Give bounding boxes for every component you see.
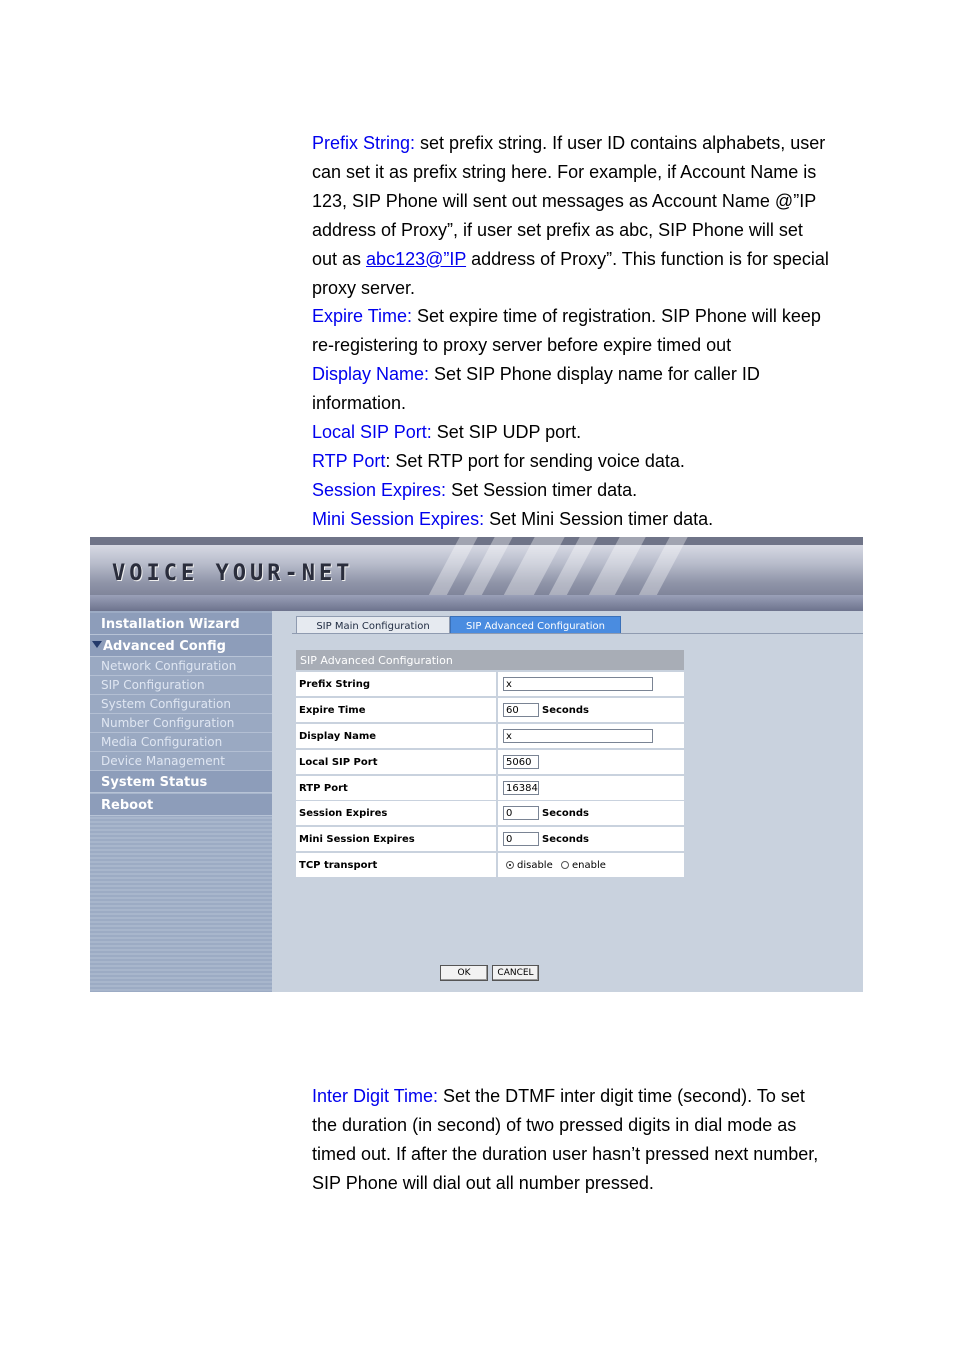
expire-line-2: re-registering to proxy server before expire timed out (312, 335, 732, 356)
local-text: Set SIP UDP port. (431, 422, 582, 443)
prefix-line-4: address of Proxy”, if user set prefix as abc, SIP Phone will set (312, 219, 803, 240)
prefix-line-3: 123, SIP Phone will sent out messages as Account Name @”IP (312, 190, 817, 211)
top-description (312, 129, 867, 534)
inter-text: Set the DTMF inter digit time (second). To set (438, 1086, 805, 1106)
display-text: Set SIP Phone display name for caller ID (429, 364, 760, 385)
tab-sip-advanced-configuration[interactable]: SIP Advanced Configuration (450, 616, 621, 634)
field-label: TCP transport (296, 853, 496, 877)
session-text: Set Session timer data. (446, 479, 638, 500)
sidebar-item-reboot[interactable] (90, 794, 272, 816)
sidebar-item-label: Advanced Config (103, 639, 226, 654)
field-value-cell (498, 672, 684, 696)
field-label: Display Name (296, 724, 496, 748)
form-header: SIP Advanced Configuration (296, 650, 684, 670)
content-panel (272, 611, 863, 992)
display-term: Display Name: (312, 364, 430, 385)
unit-label: Seconds (542, 705, 590, 716)
field-label: RTP Port (296, 776, 496, 800)
unit-label: Seconds (542, 808, 590, 819)
radio-label-enable: enable (572, 860, 606, 871)
bottom-description (312, 1082, 867, 1198)
form-row-display-name (296, 724, 684, 748)
sidebar-item-installation-wizard[interactable] (90, 613, 272, 635)
sidebar-item-label: Device Management (101, 754, 225, 768)
sidebar-item-advanced-config[interactable] (90, 635, 272, 657)
rtp-line (312, 447, 867, 476)
ok-button[interactable]: OK (440, 965, 488, 981)
local-line (312, 418, 867, 447)
field-label: Mini Session Expires (296, 827, 496, 851)
mini-text: Set Mini Session timer data. (484, 508, 714, 529)
prefix-text-5b: address of Proxy”. This function is for special (466, 248, 829, 269)
session-line (312, 476, 867, 505)
field-value-cell (498, 776, 684, 800)
inter-line-4: SIP Phone will dial out all number pressed. (312, 1172, 654, 1193)
sidebar-item-sip-configuration[interactable] (90, 676, 272, 695)
field-value-cell (498, 698, 684, 722)
unit-label: Seconds (542, 834, 590, 845)
sidebar-item-label: System Status (101, 775, 208, 790)
form-row-rtp-port (296, 776, 684, 800)
sidebar-item-label: Reboot (101, 798, 154, 813)
mini-term: Mini Session Expires: (312, 508, 485, 529)
display-line-1 (312, 360, 867, 389)
display-name-input[interactable]: x (503, 729, 653, 743)
field-value-cell (498, 724, 684, 748)
prefix-line-6: proxy server. (312, 277, 416, 298)
form-row-session-expires (296, 801, 684, 825)
prefix-text: set prefix string. If user ID contains alphabets, user (415, 133, 826, 153)
sidebar (90, 611, 272, 992)
field-value-cell (498, 801, 684, 825)
mini-line (312, 505, 867, 534)
banner (90, 537, 863, 611)
field-value-cell (498, 853, 684, 877)
sidebar-item-system-status[interactable] (90, 771, 272, 793)
tcp-enable-radio[interactable] (561, 861, 569, 869)
form-row-expire-time (296, 698, 684, 722)
tab-sip-main-configuration[interactable]: SIP Main Configuration (296, 616, 450, 634)
prefix-example-link[interactable]: abc123@”IP (366, 248, 467, 269)
field-label: Expire Time (296, 698, 496, 722)
sidebar-item-label: System Configuration (101, 697, 231, 711)
sidebar-item-label: Media Configuration (101, 735, 223, 749)
sidebar-item-device-management[interactable] (90, 752, 272, 771)
expand-triangle-icon (92, 641, 102, 648)
field-value-cell (498, 750, 684, 774)
session-expires-input[interactable]: 0 (503, 806, 539, 820)
prefix-string-input[interactable]: x (503, 677, 653, 691)
prefix-line-1 (312, 129, 867, 158)
sidebar-item-label: Installation Wizard (101, 617, 240, 632)
rtp-text: : Set RTP port for sending voice data. (385, 450, 685, 471)
tcp-disable-radio[interactable] (506, 861, 514, 869)
sidebar-item-label: Number Configuration (101, 716, 235, 730)
tab-divider (292, 633, 863, 634)
expire-time-input[interactable]: 60 (503, 703, 539, 717)
rtp-port-input[interactable]: 16384 (503, 781, 539, 795)
expire-text: Set expire time of registration. SIP Phone will keep (412, 306, 821, 327)
sidebar-item-network-configuration[interactable] (90, 657, 272, 676)
banner-logo-text: VOICE YOUR-NET (112, 561, 354, 586)
inter-line-2: the duration (in second) of two pressed digits in dial mode as (312, 1114, 797, 1135)
form-row-tcp-transport (296, 853, 684, 877)
sidebar-item-system-configuration[interactable] (90, 695, 272, 714)
prefix-text-5a: out as (312, 248, 367, 269)
form-row-mini-session-expires (296, 827, 684, 851)
local-sip-port-input[interactable]: 5060 (503, 755, 539, 769)
form-row-prefix-string (296, 672, 684, 696)
prefix-line-2: can set it as prefix string here. For example, if Account Name is (312, 161, 817, 182)
banner-bar (90, 595, 863, 611)
field-label: Local SIP Port (296, 750, 496, 774)
expire-line-1 (312, 302, 867, 331)
inter-line-1 (312, 1082, 867, 1111)
mini-session-expires-input[interactable]: 0 (503, 832, 539, 846)
field-value-cell (498, 827, 684, 851)
expire-term: Expire Time: (312, 306, 413, 327)
sidebar-item-media-configuration[interactable] (90, 733, 272, 752)
sidebar-item-label: Network Configuration (101, 659, 237, 673)
sidebar-item-label: SIP Configuration (101, 678, 205, 692)
config-screenshot (90, 537, 863, 992)
inter-line-3: timed out. If after the duration user hasn’t pressed next number, (312, 1143, 819, 1164)
field-label: Prefix String (296, 672, 496, 696)
prefix-term: Prefix String: (312, 133, 416, 153)
sidebar-item-number-configuration[interactable] (90, 714, 272, 733)
cancel-button[interactable]: CANCEL (492, 965, 539, 981)
session-term: Session Expires: (312, 479, 447, 500)
inter-term: Inter Digit Time: (312, 1086, 439, 1106)
prefix-line-5 (312, 245, 867, 274)
local-term: Local SIP Port: (312, 422, 432, 443)
display-line-2: information. (312, 393, 407, 414)
field-label: Session Expires (296, 801, 496, 825)
rtp-term: RTP Port (312, 450, 386, 471)
form-row-local-sip-port (296, 750, 684, 774)
radio-label-disable: disable (517, 860, 553, 871)
